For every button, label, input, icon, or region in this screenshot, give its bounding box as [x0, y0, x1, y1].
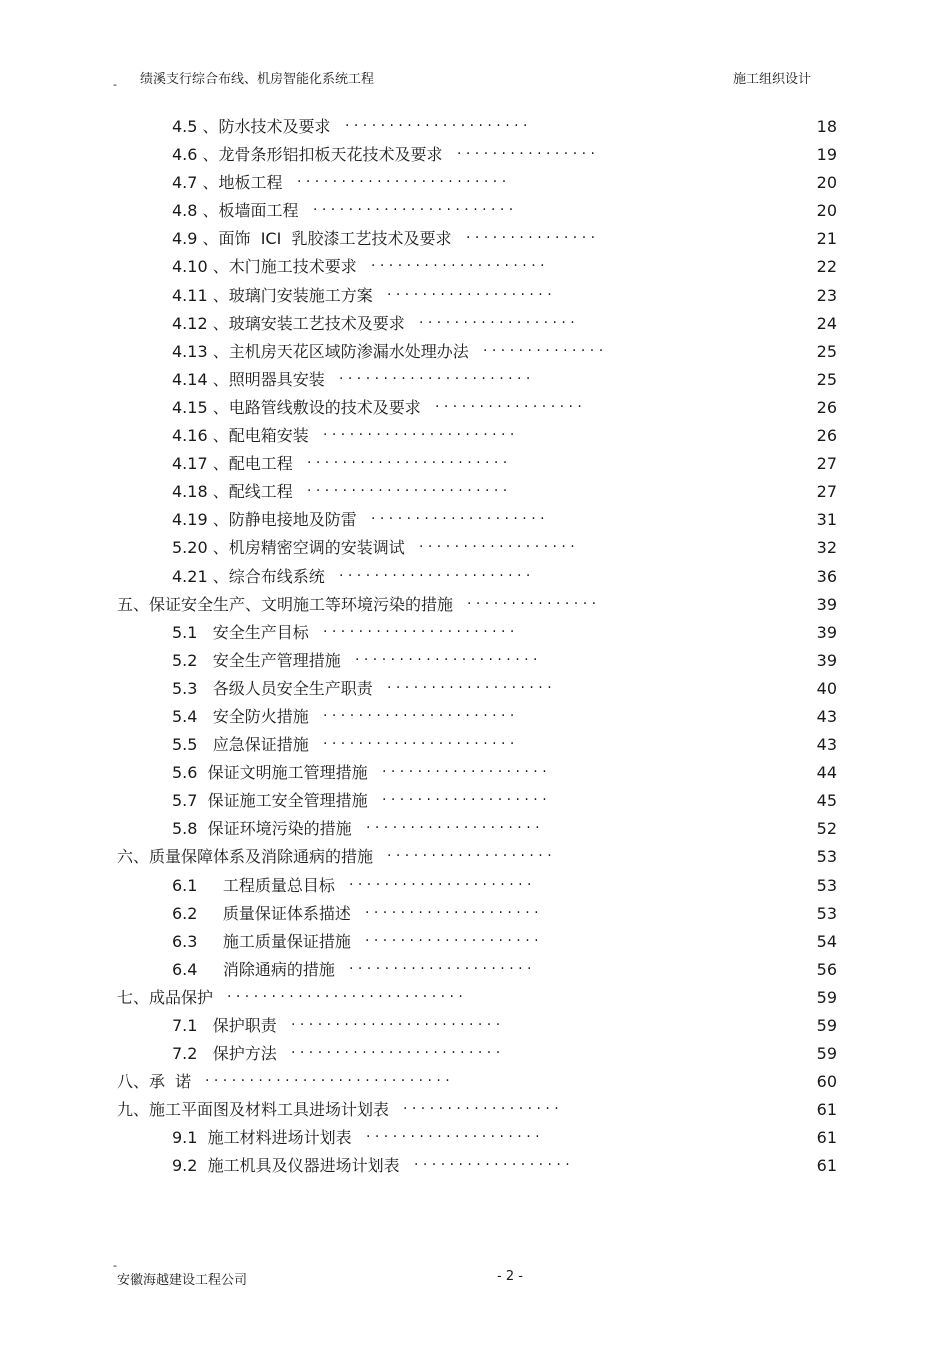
- toc-entry[interactable]: [0, 534, 950, 562]
- toc-entry[interactable]: [0, 928, 950, 956]
- toc-entry-page: 18: [816, 117, 837, 136]
- toc-leader-dots: · · · · · · · · · · · · · · · · · ·: [414, 1157, 570, 1174]
- toc-leader-dots: · · · · · · · · · · · · · ·: [483, 342, 604, 359]
- toc-entry-title: 6.3 施工质量保证措施: [172, 931, 351, 951]
- toc-leader-dots: · · · · · · · · · · · · · · · · ·: [435, 398, 582, 415]
- toc-leader-dots: · · · · · · · · · · · · · · · · · · · ·: [371, 511, 545, 528]
- toc-entry-page: 53: [816, 847, 837, 867]
- toc-entry[interactable]: [0, 253, 950, 281]
- toc-entry-title: 4.6 、龙骨条形铝扣板天花技术及要求: [172, 145, 443, 165]
- toc-leader-dots: · · · · · · · · · · · · · · · · · · · · · · · · · · ·: [227, 988, 463, 1005]
- toc-entry[interactable]: [0, 1124, 950, 1152]
- toc-leader-dots: · · · · · · · · · · · · · · · · · · · · · ·: [323, 623, 515, 640]
- toc-entry[interactable]: [0, 338, 950, 366]
- toc-leader-dots: · · · · · · · · · · · · · · ·: [467, 595, 597, 612]
- header-mark: -: [113, 78, 117, 91]
- toc-entry[interactable]: [0, 1012, 950, 1040]
- toc-entry-title: 4.15 、电路管线敷设的技术及要求: [172, 397, 421, 417]
- header-doc-type: 施工组织设计: [733, 72, 812, 87]
- toc-entry-title: 9.1 施工材料进场计划表: [172, 1128, 352, 1148]
- toc-entry-title: 7.1 保护职责: [172, 1016, 277, 1035]
- toc-entry-title: 7.2 保护方法: [172, 1044, 277, 1064]
- toc-entry-page: 53: [816, 903, 837, 923]
- header-project-title: 绩溪支行综合布线、机房智能化系统工程: [140, 72, 375, 87]
- toc-entry-title: 八、承 诺: [117, 1072, 192, 1092]
- toc-entry[interactable]: [0, 815, 950, 843]
- toc-entry-page: 61: [816, 1100, 837, 1120]
- toc-leader-dots: · · · · · · · · · · · · · · · · · · · ·: [366, 1129, 540, 1146]
- toc-entry-title: 5.6 保证文明施工管理措施: [172, 763, 368, 783]
- toc-entry-title: 5.1 安全生产目标: [172, 622, 309, 642]
- toc-entry-title: 五、保证安全生产、文明施工等环境污染的措施: [117, 594, 454, 614]
- toc-entry-title: 4.13 、主机房天花区域防渗漏水处理办法: [172, 341, 469, 361]
- toc-entry[interactable]: [0, 282, 950, 310]
- toc-entry-page: 52: [816, 819, 837, 839]
- toc-entry[interactable]: [0, 141, 950, 169]
- toc-leader-dots: · · · · · · · · · · · · · · · · · · · · · · · ·: [297, 174, 507, 191]
- toc-leader-dots: · · · · · · · · · · · · · · · · · · · · ·: [345, 118, 528, 134]
- toc-entry-title: 六、质量保障体系及消除通病的措施: [117, 847, 374, 867]
- toc-entry[interactable]: [0, 619, 950, 647]
- toc-entry[interactable]: [0, 956, 950, 984]
- toc-entry-title: 5.3 各级人员安全生产职责: [172, 678, 373, 698]
- toc-entry-title: 4.5 、防水技术及要求: [172, 117, 331, 136]
- toc-entry[interactable]: [0, 591, 950, 619]
- toc-leader-dots: · · · · · · · · · · · · · · · · · · ·: [382, 792, 547, 809]
- footer-company: 安徽海越建设工程公司: [117, 1273, 248, 1288]
- toc-entry[interactable]: [0, 843, 950, 871]
- toc-leader-dots: · · · · · · · · · · · · · · · · · · · ·: [365, 932, 539, 949]
- toc-entry-title: 4.11 、玻璃门安装施工方案: [172, 285, 373, 305]
- toc-entry-page: 45: [816, 791, 837, 811]
- toc-entry-title: 七、成品保护: [117, 987, 214, 1007]
- toc-entry[interactable]: [0, 1068, 950, 1096]
- toc-leader-dots: · · · · · · · · · · · · · · · · · · · · ·: [349, 960, 532, 977]
- toc-entry[interactable]: [0, 731, 950, 759]
- toc-entry-page: 36: [816, 566, 837, 586]
- toc-entry-title: 4.18 、配线工程: [172, 482, 293, 502]
- toc-entry[interactable]: [0, 675, 950, 703]
- toc-entry-page: 61: [816, 1128, 837, 1148]
- toc-leader-dots: · · · · · · · · · · · · · · · · · ·: [419, 314, 575, 331]
- toc-entry[interactable]: [0, 759, 950, 787]
- toc-leader-dots: · · · · · · · · · · · · · · · · · · · · · · · ·: [291, 1017, 501, 1033]
- toc-entry-page: 23: [816, 285, 837, 305]
- toc-entry-title: 4.7 、地板工程: [172, 173, 283, 193]
- toc-entry[interactable]: [0, 900, 950, 928]
- toc-entry[interactable]: [0, 394, 950, 422]
- toc-entry[interactable]: [0, 478, 950, 506]
- toc-leader-dots: · · · · · · · · · · · · · · · · · · · · · · ·: [307, 455, 508, 472]
- toc-entry-title: 4.12 、玻璃安装工艺技术及要求: [172, 313, 405, 333]
- toc-entry-page: 59: [816, 1044, 837, 1064]
- toc-entry-page: 61: [816, 1156, 837, 1176]
- toc-entry-page: 39: [816, 594, 837, 614]
- toc-entry-page: 44: [816, 763, 837, 783]
- toc-leader-dots: · · · · · · · · · · · · · · · · · · ·: [382, 764, 547, 781]
- toc-leader-dots: · · · · · · · · · · · · · · ·: [466, 230, 596, 247]
- toc-entry-page: 26: [816, 397, 837, 417]
- toc-entry-page: 20: [816, 201, 837, 221]
- toc-leader-dots: · · · · · · · · · · · · · · · · · · · · · · ·: [307, 483, 508, 500]
- toc-entry-title: 5.20 、机房精密空调的安装调试: [172, 538, 405, 558]
- toc-leader-dots: · · · · · · · · · · · · · · · · · · · · · ·: [339, 567, 531, 584]
- toc-entry-title: 6.4 消除通病的措施: [172, 959, 335, 979]
- toc-entry[interactable]: [0, 225, 950, 253]
- toc-leader-dots: · · · · · · · · · · · · · · · · · · · ·: [371, 258, 545, 275]
- toc-leader-dots: · · · · · · · · · · · · · · · · · ·: [403, 1101, 559, 1118]
- toc-entry-page: 60: [816, 1072, 837, 1092]
- toc-entry[interactable]: [0, 506, 950, 534]
- toc-entry-page: 53: [816, 875, 837, 895]
- toc-entry-title: 4.16 、配电箱安装: [172, 426, 309, 446]
- toc-entry[interactable]: [0, 366, 950, 394]
- toc-leader-dots: · · · · · · · · · · · · · · · · · · · ·: [366, 820, 540, 837]
- toc-entry-page: 26: [816, 426, 837, 446]
- toc-entry-page: 39: [816, 622, 837, 642]
- footer-mark: -: [113, 1259, 117, 1272]
- toc-entry-page: 59: [816, 987, 837, 1007]
- toc-leader-dots: · · · · · · · · · · · · · · · · · · · · · ·: [323, 707, 515, 724]
- toc-entry[interactable]: [0, 310, 950, 338]
- toc-leader-dots: · · · · · · · · · · · · · · · ·: [457, 146, 595, 163]
- toc-leader-dots: · · · · · · · · · · · · · · · · · · · · · ·: [339, 370, 531, 387]
- toc-entry-title: 9.2 施工机具及仪器进场计划表: [172, 1156, 400, 1176]
- toc-entry-page: 43: [816, 735, 837, 755]
- toc-leader-dots: · · · · · · · · · · · · · · · · · · · · · ·: [323, 427, 515, 444]
- toc-entry[interactable]: [0, 197, 950, 225]
- toc-leader-dots: · · · · · · · · · · · · · · · · · · · ·: [365, 904, 539, 921]
- toc-entry-title: 4.10 、木门施工技术要求: [172, 257, 357, 277]
- toc-entry-title: 5.5 应急保证措施: [172, 735, 309, 755]
- toc-entry[interactable]: [0, 872, 950, 900]
- toc-entry-title: 5.7 保证施工安全管理措施: [172, 791, 368, 811]
- footer-page-number: - 2 -: [497, 1269, 523, 1284]
- toc-leader-dots: · · · · · · · · · · · · · · · · · · · · ·: [349, 876, 532, 893]
- toc-entry[interactable]: [0, 703, 950, 731]
- toc-entry-page: 20: [816, 173, 837, 193]
- toc-leader-dots: · · · · · · · · · · · · · · · · · · · · ·: [355, 651, 538, 668]
- toc-entry[interactable]: [0, 1040, 950, 1068]
- toc-entry-page: 27: [816, 482, 837, 502]
- toc-entry-page: 24: [816, 313, 837, 333]
- toc-entry-title: 4.14 、照明器具安装: [172, 369, 325, 389]
- toc-entry-page: 43: [816, 706, 837, 726]
- toc-entry-page: 32: [816, 538, 837, 558]
- toc-entry[interactable]: [0, 563, 950, 591]
- toc-leader-dots: · · · · · · · · · · · · · · · · · · ·: [387, 679, 552, 696]
- toc-entry-page: 27: [816, 454, 837, 474]
- toc-leader-dots: · · · · · · · · · · · · · · · · · · ·: [387, 848, 552, 865]
- toc-entry-page: 25: [816, 369, 837, 389]
- table-of-contents: [0, 113, 950, 1181]
- toc-entry-page: 40: [816, 678, 837, 698]
- toc-entry-title: 6.2 质量保证体系描述: [172, 903, 351, 923]
- toc-entry-title: 6.1 工程质量总目标: [172, 875, 335, 895]
- toc-entry-title: 4.17 、配电工程: [172, 454, 293, 474]
- toc-entry-title: 5.2 安全生产管理措施: [172, 650, 341, 670]
- toc-entry-title: 4.8 、板墙面工程: [172, 201, 299, 221]
- toc-entry[interactable]: [0, 787, 950, 815]
- toc-entry[interactable]: [0, 113, 950, 141]
- toc-entry-page: 25: [816, 341, 837, 361]
- toc-entry-page: 31: [816, 510, 837, 530]
- toc-leader-dots: · · · · · · · · · · · · · · · · · · · · · · · ·: [291, 1045, 501, 1062]
- toc-leader-dots: · · · · · · · · · · · · · · · · · · · · · · · · · · · ·: [205, 1073, 450, 1090]
- toc-entry-page: 22: [816, 257, 837, 277]
- toc-leader-dots: · · · · · · · · · · · · · · · · · · · · · ·: [323, 736, 515, 753]
- toc-entry-page: 21: [816, 229, 837, 249]
- toc-entry-title: 4.21 、综合布线系统: [172, 566, 325, 586]
- toc-entry[interactable]: [0, 450, 950, 478]
- toc-entry[interactable]: [0, 647, 950, 675]
- toc-leader-dots: · · · · · · · · · · · · · · · · · ·: [419, 539, 575, 556]
- toc-entry[interactable]: [0, 984, 950, 1012]
- toc-entry[interactable]: [0, 169, 950, 197]
- toc-leader-dots: · · · · · · · · · · · · · · · · · · ·: [387, 286, 552, 303]
- toc-entry[interactable]: [0, 1096, 950, 1124]
- toc-entry-title: 5.4 安全防火措施: [172, 706, 309, 726]
- toc-entry-title: 九、施工平面图及材料工具进场计划表: [117, 1100, 390, 1120]
- toc-entry-page: 56: [816, 959, 837, 979]
- toc-entry-page: 19: [816, 145, 837, 165]
- toc-entry-title: 5.8 保证环境污染的措施: [172, 819, 352, 839]
- toc-leader-dots: · · · · · · · · · · · · · · · · · · · · · · ·: [313, 202, 514, 219]
- toc-entry-title: 4.19 、防静电接地及防雷: [172, 510, 357, 530]
- toc-entry-page: 59: [816, 1016, 837, 1035]
- toc-entry-page: 54: [816, 931, 837, 951]
- toc-entry-page: 39: [816, 650, 837, 670]
- toc-entry[interactable]: [0, 422, 950, 450]
- toc-entry[interactable]: [0, 1152, 950, 1180]
- toc-entry-title: 4.9 、面饰 ICI 乳胶漆工艺技术及要求: [172, 229, 452, 249]
